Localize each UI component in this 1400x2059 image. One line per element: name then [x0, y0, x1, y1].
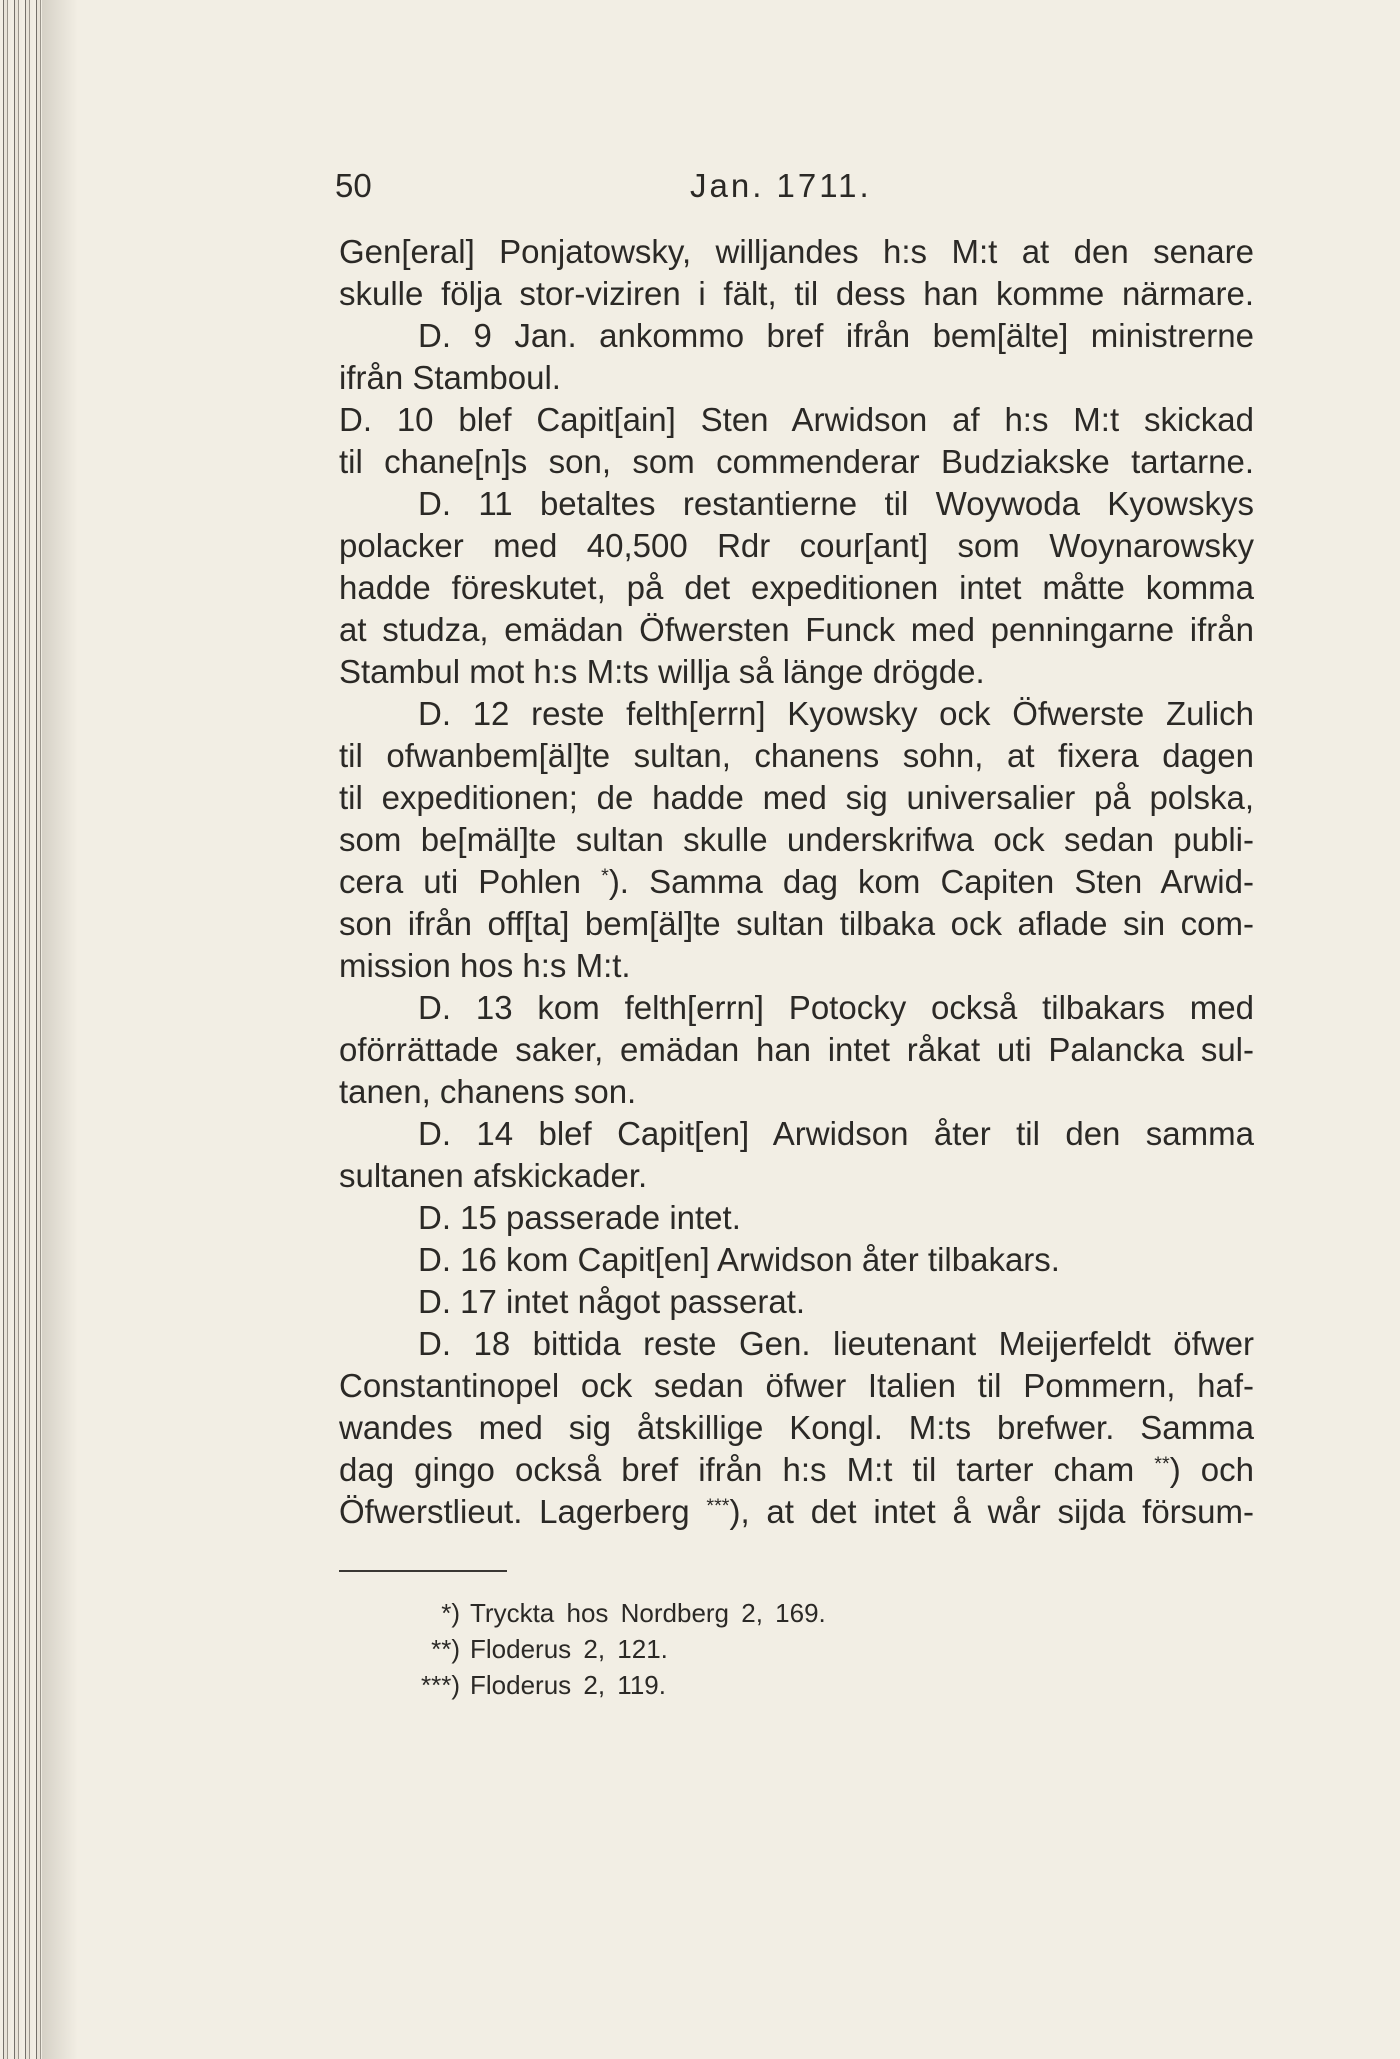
text-line: til ofwanbem[äl]te sultan, chanens sohn, at fixera dagen [339, 737, 1254, 774]
text-line: polacker med 40,500 Rdr cour[ant] som Woynarowsky [339, 527, 1254, 564]
line-text: Öfwerstlieut. Lagerberg [339, 1493, 707, 1530]
footnote [339, 1631, 1099, 1667]
footnote-rule [339, 1570, 507, 1572]
text-line: ifrån Stamboul. [339, 359, 561, 396]
text-line: D. 9 Jan. ankommo bref ifrån bem[älte] ministrerne [418, 317, 1254, 354]
line-text: ). Samma dag kom Capiten Sten Arwid- [608, 863, 1254, 900]
text-line: sultanen afskickader. [339, 1157, 648, 1194]
footnote-mark: *) [441, 1598, 460, 1628]
text-line: D. 12 reste felth[errn] Kyowsky ock Öfwerste Zulich [418, 695, 1254, 732]
text-line: D. 15 passerade intet. [418, 1199, 741, 1236]
text-line: D. 13 kom felth[errn] Potocky också tilbakars med [418, 989, 1254, 1026]
text-line: wandes med sig åtskillige Kongl. M:ts brefwer. Samma [339, 1409, 1254, 1446]
line-text: ) och [1169, 1451, 1254, 1488]
text-line: oförrättade saker, emädan han intet råkat uti Palancka sul- [339, 1031, 1254, 1068]
text-line: Gen[eral] Ponjatowsky, willjandes h:s M:t at den senare [339, 233, 1254, 270]
footnote-text: Floderus 2, 119. [470, 1670, 666, 1700]
footnote-reference: * [601, 865, 609, 888]
page-header [335, 165, 1255, 207]
text-line: mission hos h:s M:t. [339, 947, 631, 984]
text-line: D. 18 bittida reste Gen. lieutenant Meijerfeldt öfwer [418, 1325, 1254, 1362]
text-line: at studza, emädan Öfwersten Funck med penningarne ifrån [339, 611, 1254, 648]
line-text: cera uti Pohlen [339, 863, 602, 900]
footnotes [339, 1595, 1099, 1703]
text-line: D. 17 intet något passerat. [418, 1283, 806, 1320]
footnote-text: Floderus 2, 121. [470, 1634, 668, 1664]
line-text: ), at det intet å wår sijda försum- [729, 1493, 1254, 1530]
line-text: dag gingo också bref ifrån h:s M:t til tarter cham [339, 1451, 1155, 1488]
text-line: skulle följa stor-viziren i fält, til dess han komme närmare. [339, 275, 1254, 312]
footnote-reference: ** [1154, 1453, 1170, 1476]
footnote [339, 1595, 1099, 1631]
text-line: tanen, chanens son. [339, 1073, 637, 1110]
text-line: Stambul mot h:s M:ts willja så länge drögde. [339, 653, 985, 690]
text-line: Constantinopel ock sedan öfwer Italien til Pommern, haf- [339, 1367, 1254, 1404]
page-number: 50 [335, 167, 372, 204]
text-line: D. 11 betaltes restantierne til Woywoda Kyowskys [418, 485, 1254, 522]
footnote-text: Tryckta hos Nordberg 2, 169. [470, 1598, 826, 1628]
text-line: D. 10 blef Capit[ain] Sten Arwidson af h:s M:t skickad [339, 401, 1254, 438]
body-text [339, 231, 1254, 1533]
running-title: Jan. 1711. [690, 167, 872, 204]
text-line: til chane[n]s son, som commenderar Budziakske tartarne. [339, 443, 1254, 480]
footnote-reference: *** [706, 1495, 730, 1518]
footnote [339, 1667, 1099, 1703]
footnote-mark: ***) [420, 1670, 460, 1700]
gutter-shadow [42, 0, 78, 2059]
text-line: som be[mäl]te sultan skulle underskrifwa ock sedan publi- [339, 821, 1254, 858]
text-line [339, 1491, 1254, 1533]
text-line [339, 861, 1254, 903]
text-line [339, 1449, 1254, 1491]
text-line: D. 16 kom Capit[en] Arwidson åter tilbakars. [418, 1241, 1060, 1278]
text-line: hadde föreskutet, på det expeditionen intet måtte komma [339, 569, 1254, 606]
text-line: son ifrån off[ta] bem[äl]te sultan tilbaka ock aflade sin com- [339, 905, 1254, 942]
text-line: til expeditionen; de hadde med sig universalier på polska, [339, 779, 1254, 816]
text-line: D. 14 blef Capit[en] Arwidson åter til den samma [418, 1115, 1254, 1152]
binding-edge [0, 0, 42, 2059]
footnote-mark: **) [431, 1634, 460, 1664]
